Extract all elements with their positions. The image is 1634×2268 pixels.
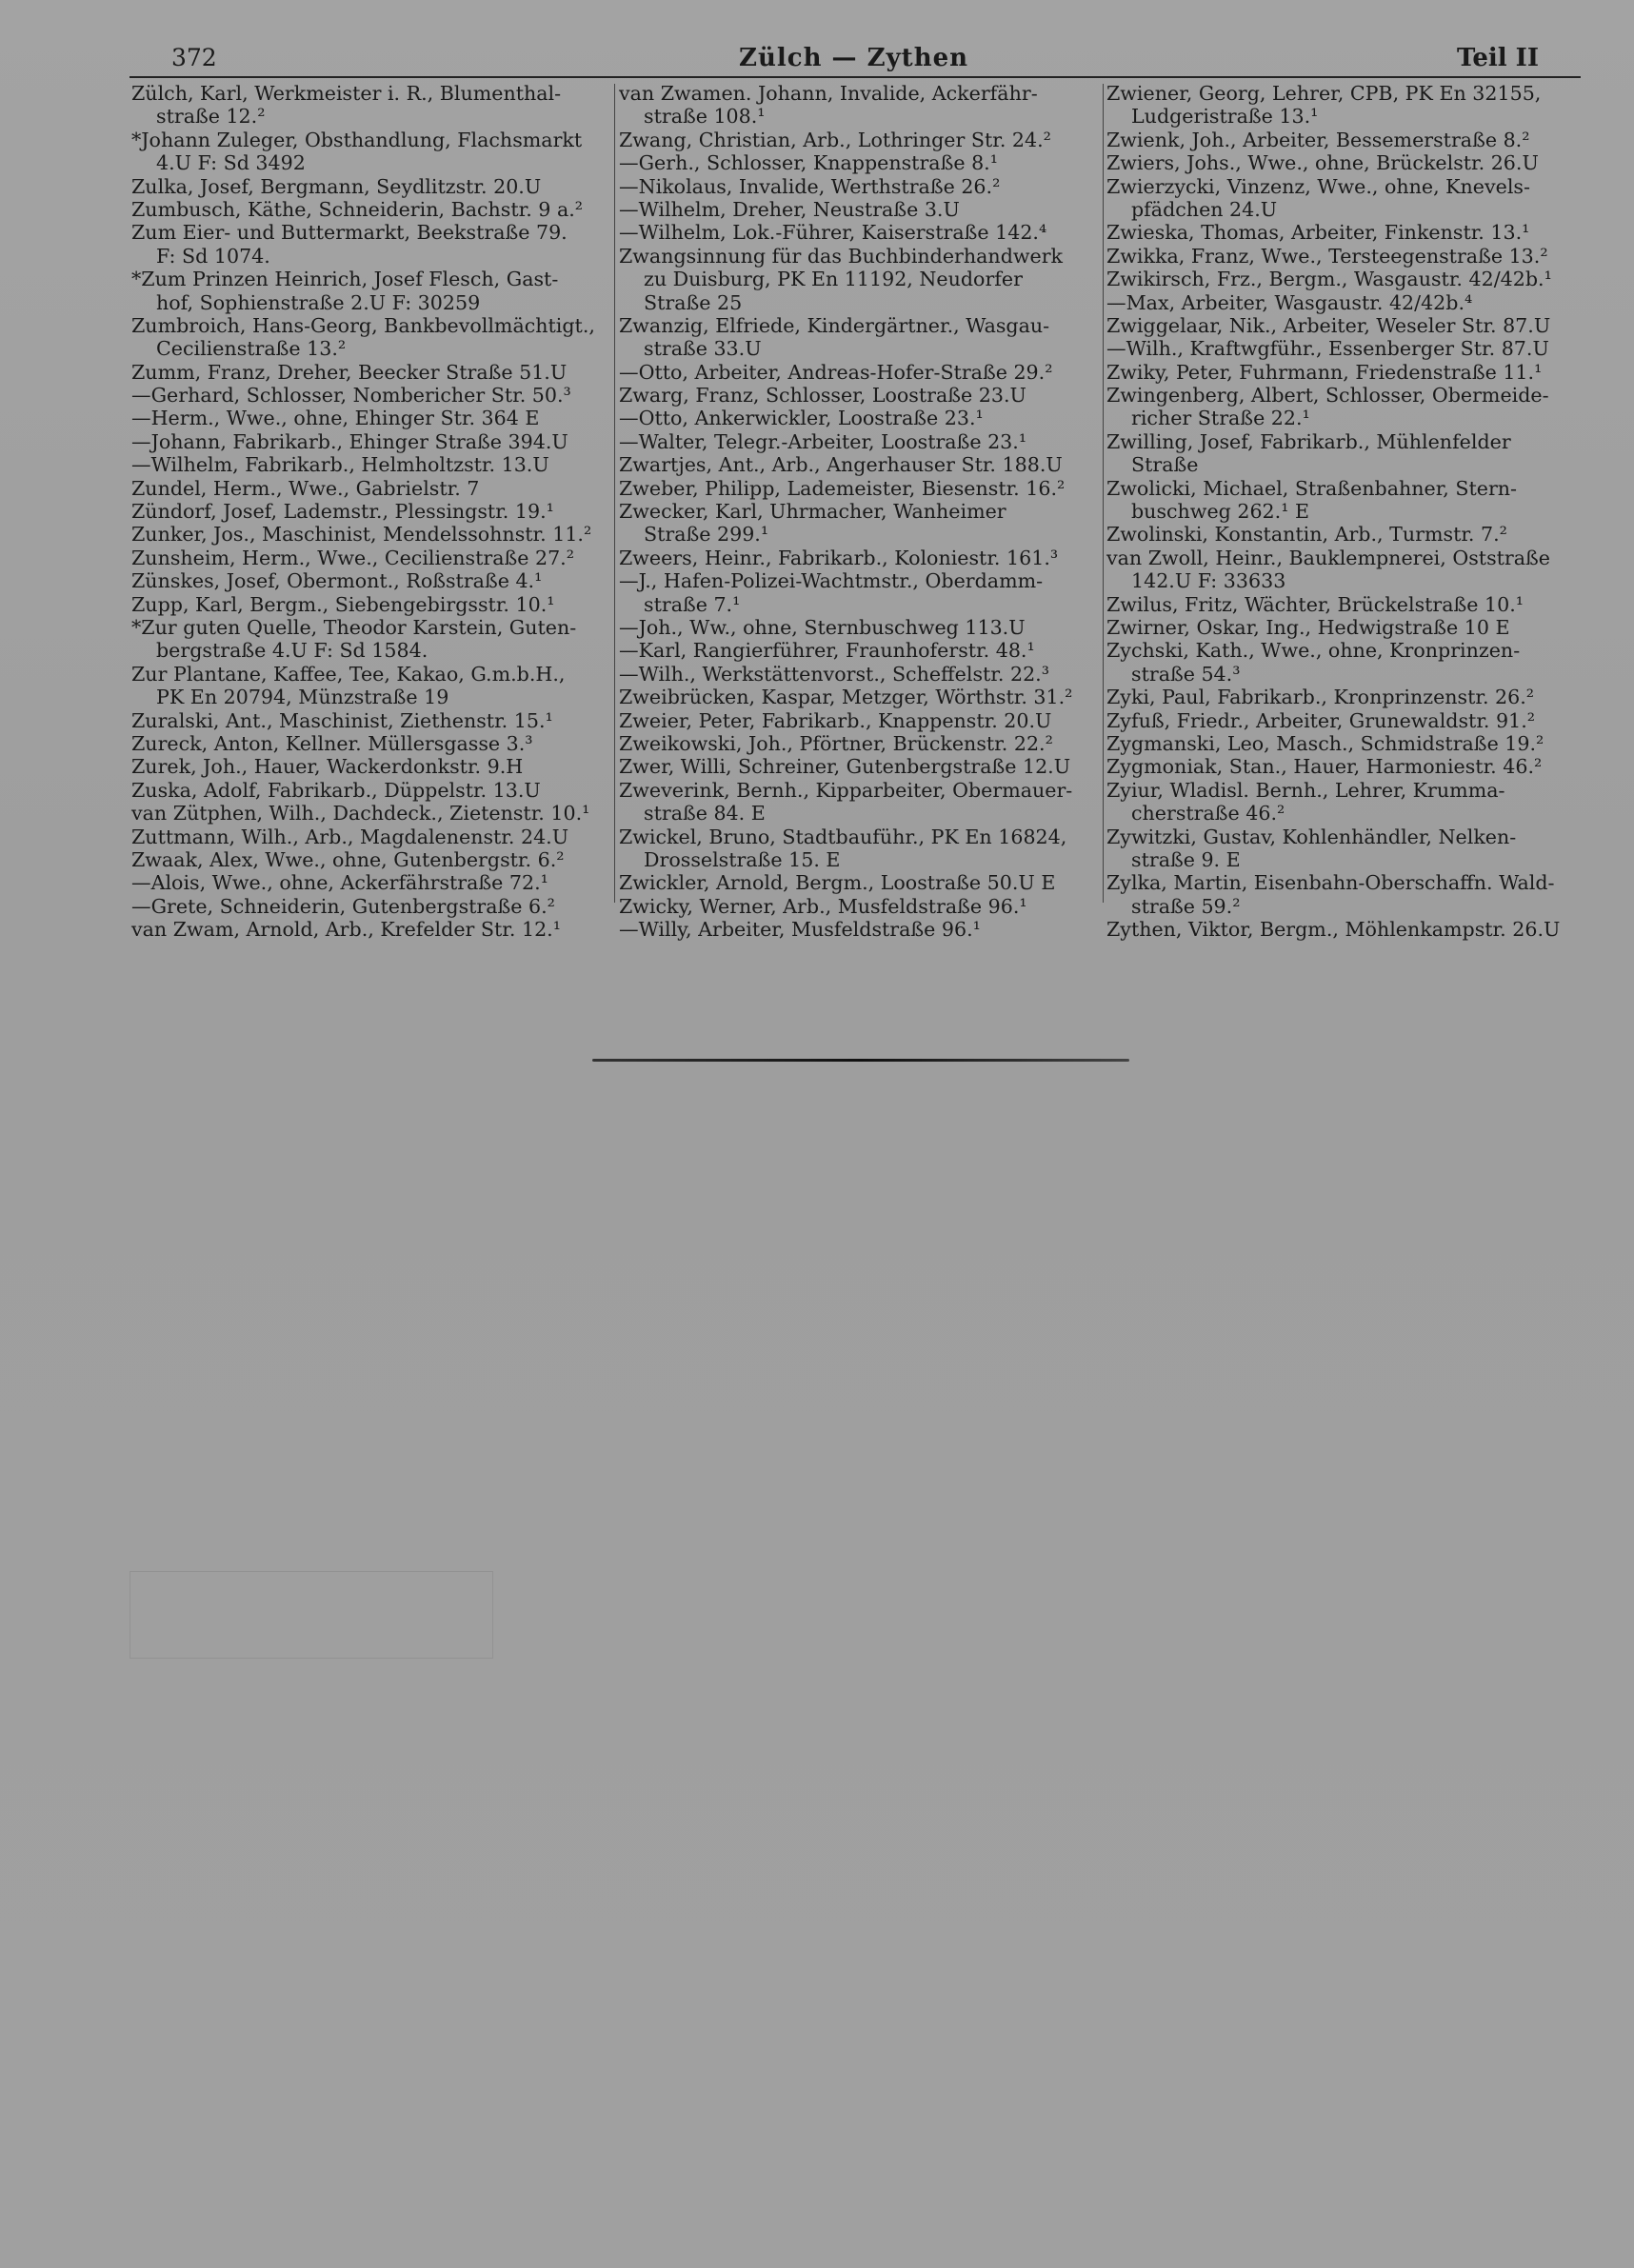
entry-continuation-line: straße 108.¹ [644, 105, 766, 129]
entry-continuation-line: hof, Sophienstraße 2.U F: 30259 [156, 290, 481, 314]
entry-continuation-line: straße 59.² [1131, 894, 1241, 918]
directory-entry: *Johann Zuleger, Obsthandlung, Flachsmarkt [131, 128, 583, 151]
directory-entry: —Wilh., Werkstättenvorst., Scheffelstr. 22.³ [619, 662, 1049, 686]
directory-entry: van Zwamen. Johann, Invalide, Ackerfähr- [619, 82, 1038, 105]
directory-entry: Zwirner, Oskar, Ing., Hedwigstraße 10 E [1106, 615, 1510, 639]
directory-entry: Zumbusch, Käthe, Schneiderin, Bachstr. 9 a.² [131, 197, 584, 221]
directory-entry: —Walter, Telegr.-Arbeiter, Loostraße 23.¹ [619, 429, 1027, 453]
directory-entry: Zulka, Josef, Bergmann, Seydlitzstr. 20.U [131, 174, 542, 198]
directory-entry: —Grete, Schneiderin, Gutenbergstraße 6.² [131, 894, 555, 918]
directory-entry: Zweers, Heinr., Fabrikarb., Koloniestr. 161.³ [619, 546, 1059, 569]
directory-entry: Zweikowski, Joh., Pförtner, Brückenstr. 22.² [619, 731, 1053, 755]
entry-continuation-line: straße 33.U [644, 337, 762, 361]
page-header [130, 42, 1539, 76]
faint-stamp-mark [130, 1571, 493, 1659]
entry-continuation-line: Ludgeristraße 13.¹ [1131, 105, 1319, 129]
directory-entry: Zumm, Franz, Dreher, Beecker Straße 51.U [131, 360, 568, 384]
entry-continuation-line: 142.U F: 33633 [1131, 569, 1286, 593]
directory-entry: —Otto, Ankerwickler, Loostraße 23.¹ [619, 407, 984, 430]
entry-continuation-line: Drosselstraße 15. E [644, 847, 841, 871]
end-rule [592, 1059, 1129, 1062]
directory-entry: Zwer, Willi, Schreiner, Gutenbergstraße 12.U [619, 755, 1071, 779]
directory-entry: —Wilhelm, Lok.-Führer, Kaiserstraße 142.⁴ [619, 221, 1047, 245]
directory-entry: Zweibrücken, Kaspar, Metzger, Wörthstr. 31.² [619, 686, 1073, 709]
directory-entry: Zum Eier- und Buttermarkt, Beekstraße 79. [131, 221, 568, 245]
directory-entry: Zythen, Viktor, Bergm., Möhlenkampstr. 26.U [1106, 918, 1561, 942]
directory-entry: Zwarg, Franz, Schlosser, Loostraße 23.U [619, 384, 1026, 408]
directory-entry: —Gerhard, Schlosser, Nombericher Str. 50.³ [131, 384, 571, 408]
directory-entry: Zwickler, Arnold, Bergm., Loostraße 50.U E [619, 871, 1056, 895]
directory-entry: Zunker, Jos., Maschinist, Mendelssohnstr. 11.² [131, 523, 592, 547]
directory-entry: Zychski, Kath., Wwe., ohne, Kronprinzen- [1106, 639, 1521, 663]
entry-continuation-line: bergstraße 4.U F: Sd 1584. [156, 639, 428, 663]
directory-entry: Zunsheim, Herm., Wwe., Cecilienstraße 27.² [131, 546, 574, 569]
directory-entry: Zwecker, Karl, Uhrmacher, Wanheimer [619, 500, 1006, 524]
directory-entry: Zwang, Christian, Arb., Lothringer Str. 24.² [619, 128, 1051, 151]
directory-entry: —Nikolaus, Invalide, Werthstraße 26.² [619, 174, 1001, 198]
directory-entry: Zuralski, Ant., Maschinist, Ziethenstr. 15.¹ [131, 708, 553, 732]
directory-entry: Zyfuß, Friedr., Arbeiter, Grunewaldstr. 91.² [1106, 708, 1536, 732]
column-1 [131, 82, 606, 941]
entry-continuation-line: F: Sd 1074. [156, 244, 270, 268]
entry-continuation-line: Cecilienstraße 13.² [156, 337, 347, 361]
directory-entry: Zwieska, Thomas, Arbeiter, Finkenstr. 13.¹ [1106, 221, 1530, 245]
entry-continuation-line: Straße 25 [644, 290, 743, 314]
entry-continuation-line: straße 84. E [644, 802, 766, 826]
directory-entry: Zwickel, Bruno, Stadtbauführ., PK En 16824, [619, 825, 1067, 848]
page-number: 372 [171, 44, 217, 71]
directory-entry: Zwangsinnung für das Buchbinderhandwerk [619, 244, 1064, 268]
entry-continuation-line: PK En 20794, Münzstraße 19 [156, 686, 449, 709]
directory-entry: Zyiur, Wladisl. Bernh., Lehrer, Krumma- [1106, 778, 1505, 802]
column-divider [1103, 84, 1104, 903]
directory-entry: van Zwam, Arnold, Arb., Krefelder Str. 12.¹ [131, 918, 561, 942]
directory-entry: Zwiggelaar, Nik., Arbeiter, Weseler Str. 87.U [1106, 313, 1551, 337]
directory-entry: Zygmoniak, Stan., Hauer, Harmoniestr. 46.² [1106, 755, 1543, 779]
column-divider [614, 84, 615, 903]
directory-entry: Zweier, Peter, Fabrikarb., Knappenstr. 20.U [619, 708, 1052, 732]
directory-entry: *Zum Prinzen Heinrich, Josef Flesch, Gast- [131, 268, 559, 291]
directory-entry: Zywitzki, Gustav, Kohlenhändler, Nelken- [1106, 825, 1517, 848]
directory-entry: Zündorf, Josef, Lademstr., Plessingstr. 19.¹ [131, 500, 554, 524]
directory-entry: —Joh., Ww., ohne, Sternbuschweg 113.U [619, 615, 1026, 639]
directory-entry: Zwilling, Josef, Fabrikarb., Mühlenfelder [1106, 429, 1511, 453]
directory-entry: —Alois, Wwe., ohne, Ackerfährstraße 72.¹ [131, 871, 548, 895]
directory-entry: Zwikka, Franz, Wwe., Tersteegenstraße 13.² [1106, 244, 1548, 268]
entry-continuation-line: cherstraße 46.² [1131, 802, 1285, 826]
directory-entry: van Zwoll, Heinr., Bauklempnerei, Oststraße [1106, 546, 1550, 569]
directory-entry: Zuska, Adolf, Fabrikarb., Düppelstr. 13.U [131, 778, 541, 802]
directory-entry: Zwolicki, Michael, Straßenbahner, Stern- [1106, 476, 1518, 500]
entry-continuation-line: straße 12.² [156, 105, 266, 129]
directory-entry: Zweber, Philipp, Lademeister, Biesenstr. 16.² [619, 476, 1066, 500]
directory-entry: Zureck, Anton, Kellner. Müllersgasse 3.³ [131, 731, 533, 755]
column-2 [619, 82, 1095, 941]
entry-continuation-line: Straße [1131, 453, 1199, 477]
directory-entry: Zwiky, Peter, Fuhrmann, Friedenstraße 11.¹ [1106, 360, 1543, 384]
directory-entry: Zumbroich, Hans-Georg, Bankbevollmächtigt., [131, 313, 595, 337]
directory-entry: Zwienk, Joh., Arbeiter, Bessemerstraße 8.² [1106, 128, 1530, 151]
entry-continuation-line: 4.U F: Sd 3492 [156, 151, 306, 175]
entry-continuation-line: Straße 299.¹ [644, 523, 769, 547]
entry-continuation-line: buschweg 262.¹ E [1131, 500, 1310, 524]
directory-entry: —Wilh., Kraftwgführ., Essenberger Str. 87.U [1106, 337, 1549, 361]
directory-entry: Zülch, Karl, Werkmeister i. R., Blumenthal- [131, 82, 562, 105]
directory-entry: —J., Hafen-Polizei-Wachtmstr., Oberdamm- [619, 569, 1044, 593]
directory-entry: —Gerh., Schlosser, Knappenstraße 8.¹ [619, 151, 998, 175]
directory-entry: Zünskes, Josef, Obermont., Roßstraße 4.¹ [131, 569, 543, 593]
entry-continuation-line: straße 9. E [1131, 847, 1241, 871]
header-rule [130, 76, 1581, 78]
directory-entry: Zwilus, Fritz, Wächter, Brückelstraße 10.¹ [1106, 592, 1524, 616]
directory-entry: Zwanzig, Elfriede, Kindergärtner., Wasgau- [619, 313, 1050, 337]
directory-entry: Zwartjes, Ant., Arb., Angerhauser Str. 188.U [619, 453, 1063, 477]
directory-entry: Zylka, Martin, Eisenbahn-Oberschaffn. Wald- [1106, 871, 1555, 895]
part-label: Teil II [1456, 44, 1539, 72]
directory-entry: —Max, Arbeiter, Wasgaustr. 42/42b.⁴ [1106, 290, 1473, 314]
directory-entry: —Wilhelm, Fabrikarb., Helmholtzstr. 13.U [131, 453, 549, 477]
directory-entry: Zurek, Joh., Hauer, Wackerdonkstr. 9.H [131, 755, 524, 779]
directory-entry: Zwolinski, Konstantin, Arb., Turmstr. 7.² [1106, 523, 1507, 547]
running-title: Zülch — Zythen [739, 44, 969, 72]
directory-entry: Zwingenberg, Albert, Schlosser, Obermeide- [1106, 384, 1549, 408]
directory-entry: Zweverink, Bernh., Kipparbeiter, Obermauer- [619, 778, 1073, 802]
directory-entry: —Herm., Wwe., ohne, Ehinger Str. 364 E [131, 407, 540, 430]
directory-entry: Zwicky, Werner, Arb., Musfeldstraße 96.¹ [619, 894, 1027, 918]
directory-entry: *Zur guten Quelle, Theodor Karstein, Guten- [131, 615, 577, 639]
entry-continuation-line: straße 54.³ [1131, 662, 1241, 686]
directory-entry: van Zütphen, Wilh., Dachdeck., Zietenstr. 10.¹ [131, 802, 590, 826]
directory-entry: Zygmanski, Leo, Masch., Schmidstraße 19.² [1106, 731, 1544, 755]
directory-entry: Zur Plantane, Kaffee, Tee, Kakao, G.m.b.H., [131, 662, 566, 686]
entry-continuation-line: zu Duisburg, PK En 11192, Neudorfer [644, 268, 1023, 291]
directory-entry: Zundel, Herm., Wwe., Gabrielstr. 7 [131, 476, 480, 500]
directory-entry: Zupp, Karl, Bergm., Siebengebirgsstr. 10.¹ [131, 592, 555, 616]
directory-entry: Zwaak, Alex, Wwe., ohne, Gutenbergstr. 6.² [131, 847, 565, 871]
directory-entry: —Karl, Rangierführer, Fraunhoferstr. 48.¹ [619, 639, 1035, 663]
directory-entry: Zyki, Paul, Fabrikarb., Kronprinzenstr. 26.² [1106, 686, 1535, 709]
directory-entry: —Wilhelm, Dreher, Neustraße 3.U [619, 197, 960, 221]
directory-entry: —Willy, Arbeiter, Musfeldstraße 96.¹ [619, 918, 981, 942]
entry-continuation-line: pfädchen 24.U [1131, 197, 1278, 221]
directory-entry: Zwierzycki, Vinzenz, Wwe., ohne, Knevels- [1106, 174, 1530, 198]
directory-entry: Zwikirsch, Frz., Bergm., Wasgaustr. 42/42b.¹ [1106, 268, 1552, 291]
entry-continuation-line: richer Straße 22.¹ [1131, 407, 1310, 430]
directory-entry: —Johann, Fabrikarb., Ehinger Straße 394.U [131, 429, 568, 453]
directory-entry: Zwiers, Johs., Wwe., ohne, Brückelstr. 26.U [1106, 151, 1539, 175]
directory-entry: Zwiener, Georg, Lehrer, CPB, PK En 32155, [1106, 82, 1542, 105]
column-3 [1106, 82, 1581, 941]
directory-entry: —Otto, Arbeiter, Andreas-Hofer-Straße 29.² [619, 360, 1053, 384]
directory-entry: Zuttmann, Wilh., Arb., Magdalenenstr. 24.U [131, 825, 569, 848]
entry-continuation-line: straße 7.¹ [644, 592, 741, 616]
